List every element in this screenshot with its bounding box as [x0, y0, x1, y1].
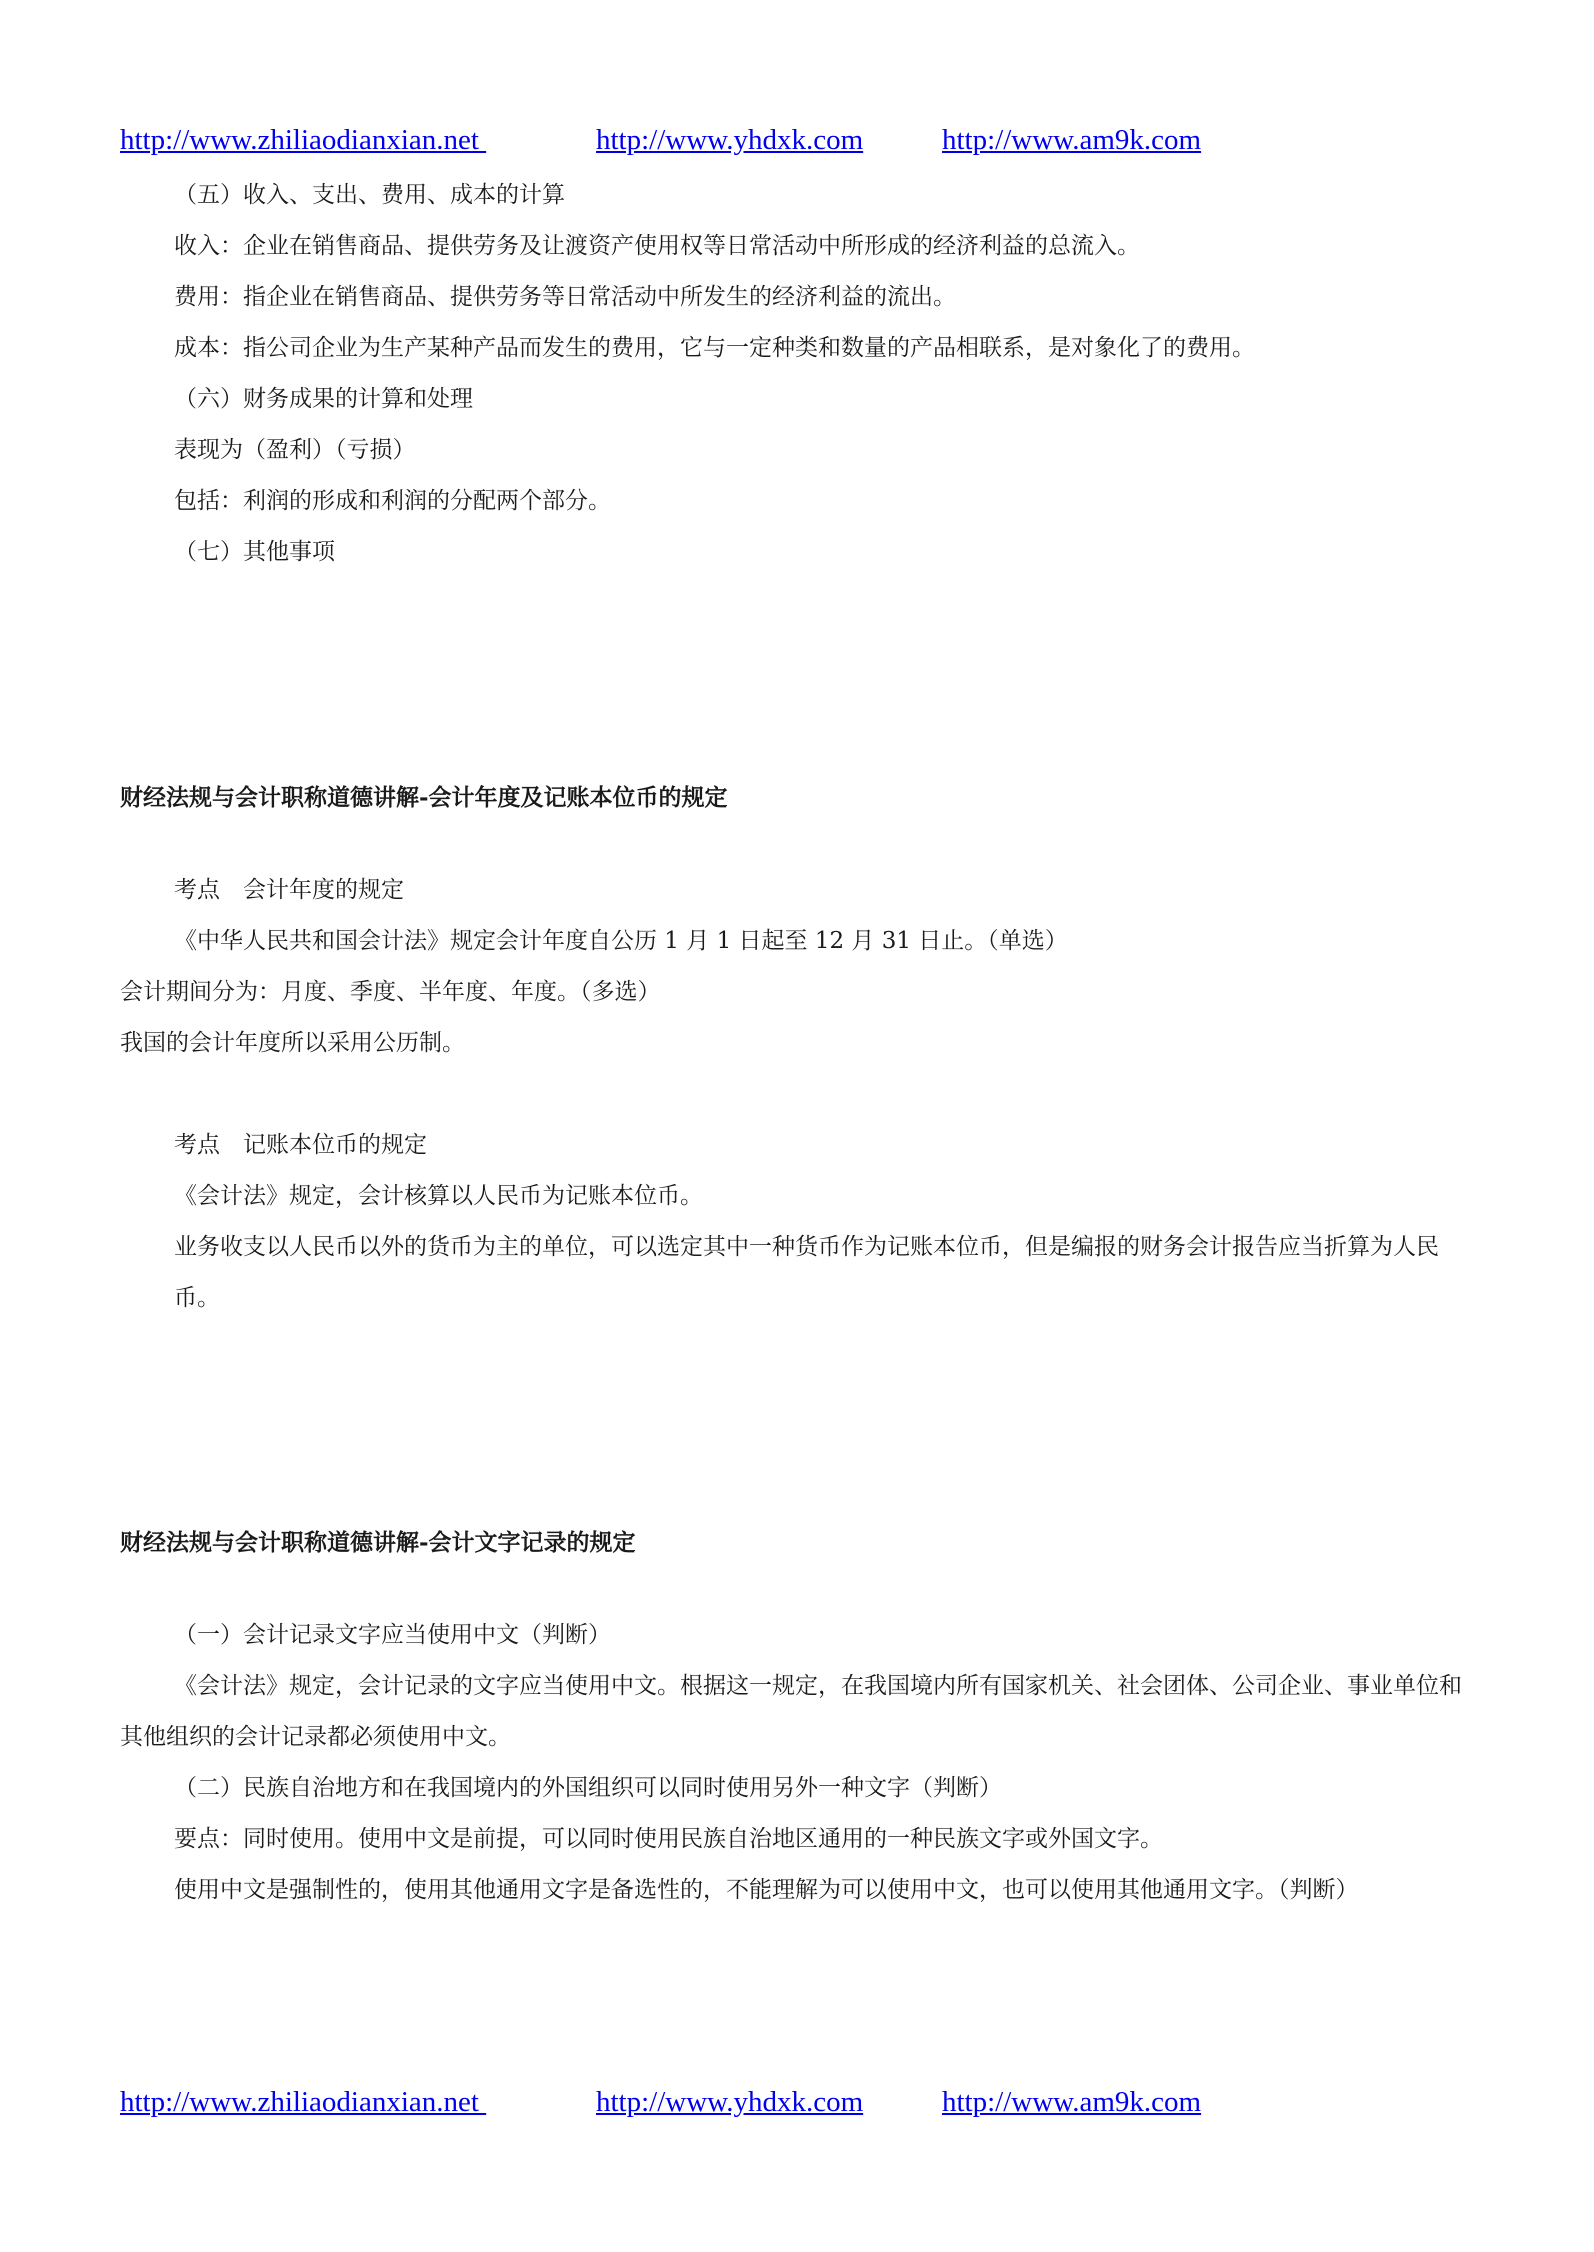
section-bookkeeping-currency [120, 1120, 1480, 1324]
link-zhiliaodianxian[interactable]: http://www.zhiliaodianxian.net [120, 124, 487, 156]
section-income-costs [120, 170, 1480, 578]
paragraph: 《会计法》规定，会计记录的文字应当使用中文。根据这一规定，在我国境内所有国家机关、社会团体、公司企业、事业单位和其他组织的会计记录都必须使用中文。 [120, 1673, 1462, 1750]
paragraph: 《会计法》规定，会计核算以人民币为记账本位币。 [174, 1183, 703, 1209]
paragraph: 要点：同时使用。使用中文是前提，可以同时使用民族自治地区通用的一种民族文字或外国文字。 [174, 1826, 1163, 1852]
paragraph: 会计期间分为：月度、季度、半年度、年度。（多选） [120, 979, 661, 1005]
link-am9k[interactable]: http://www.am9k.com [942, 124, 1202, 156]
link-am9k[interactable]: http://www.am9k.com [942, 2086, 1202, 2118]
paragraph: 《中华人民共和国会计法》规定会计年度自公历 1 月 1 日起至 12 月 31 日止。（单选） [174, 928, 1068, 954]
link-yhdxk[interactable]: http://www.yhdxk.com [596, 2086, 864, 2118]
section-written-records [120, 1610, 1480, 1916]
section-heading-written-records: 财经法规与会计职称道德讲解-会计文字记录的规定 [120, 1529, 636, 1556]
paragraph: 费用：指企业在销售商品、提供劳务等日常活动中所发生的经济利益的流出。 [174, 284, 956, 310]
link-yhdxk[interactable]: http://www.yhdxk.com [596, 124, 864, 156]
paragraph: （七）其他事项 [174, 539, 335, 565]
paragraph: （一）会计记录文字应当使用中文（判断） [174, 1622, 611, 1648]
paragraph: （六）财务成果的计算和处理 [174, 386, 473, 412]
paragraph: 我国的会计年度所以采用公历制。 [120, 1030, 465, 1056]
paragraph: 业务收支以人民币以外的货币为主的单位，可以选定其中一种货币作为记账本位币，但是编报的财务会计报告应当折算为人民币。 [174, 1234, 1439, 1311]
paragraph: 包括：利润的形成和利润的分配两个部分。 [174, 488, 611, 514]
paragraph: （五）收入、支出、费用、成本的计算 [174, 182, 565, 208]
link-zhiliaodianxian[interactable]: http://www.zhiliaodianxian.net [120, 2086, 487, 2118]
paragraph: 考点 记账本位币的规定 [174, 1132, 427, 1158]
paragraph: （二）民族自治地方和在我国境内的外国组织可以同时使用另外一种文字（判断） [174, 1775, 1002, 1801]
paragraph: 表现为（盈利）（亏损） [174, 437, 416, 463]
section-heading-accounting-year: 财经法规与会计职称道德讲解-会计年度及记账本位币的规定 [120, 784, 728, 811]
paragraph: 收入：企业在销售商品、提供劳务及让渡资产使用权等日常活动中所形成的经济利益的总流入。 [174, 233, 1140, 259]
paragraph: 考点 会计年度的规定 [174, 877, 404, 903]
paragraph: 成本：指公司企业为生产某种产品而发生的费用，它与一定种类和数量的产品相联系，是对象化了的费用。 [174, 335, 1255, 361]
section-accounting-year [120, 865, 1480, 1069]
paragraph: 使用中文是强制性的，使用其他通用文字是备选性的，不能理解为可以使用中文，也可以使用其他通用文字。（判断） [174, 1877, 1359, 1903]
